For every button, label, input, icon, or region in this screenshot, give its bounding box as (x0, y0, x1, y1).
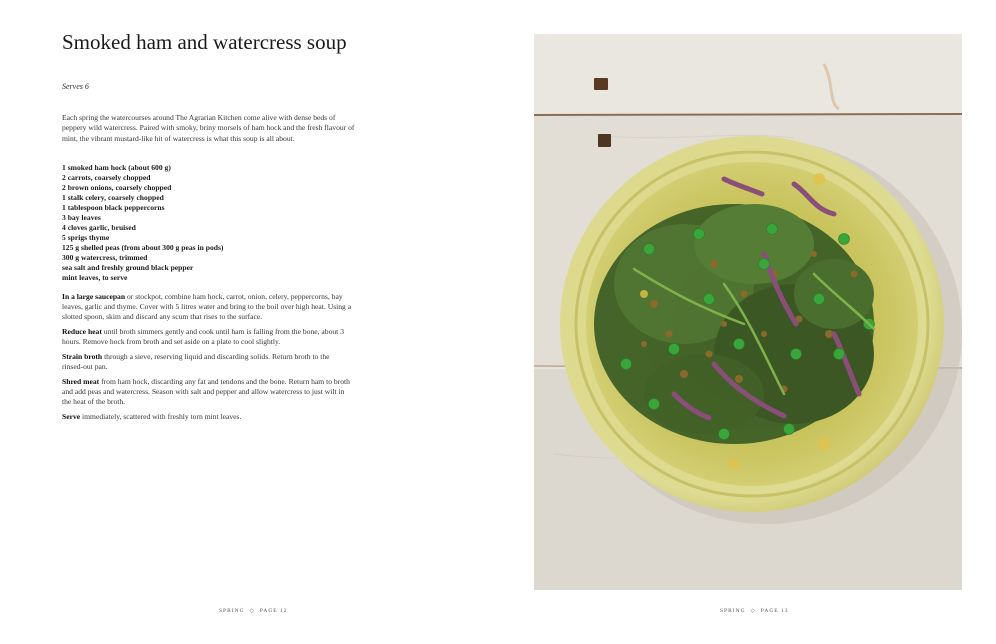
ingredient-item: 2 carrots, coarsely chopped (62, 173, 151, 182)
soup-bowl-photo (534, 34, 962, 590)
method-step (62, 292, 352, 322)
ingredient-item: 125 g shelled peas (from about 300 g peas in pods) (62, 243, 224, 252)
step-lead: Reduce heat (62, 327, 102, 336)
ingredients-list (62, 163, 362, 283)
serves-note: Serves 6 (62, 82, 89, 91)
step-lead: Strain broth (62, 352, 103, 361)
ingredient-item: 300 g watercress, trimmed (62, 253, 148, 262)
footer-section: SPRING (720, 608, 746, 614)
step-lead: Shred meat (62, 377, 100, 386)
ingredient-item: 2 brown onions, coarsely chopped (62, 183, 172, 192)
step-text: from ham hock, discarding any fat and tendons and the bone. Return ham to broth and add peas and watercress. Season with salt and pepper and allow watercress to just wilt in the heat of the broth. (62, 377, 350, 406)
footer-section: SPRING (219, 608, 245, 614)
method-step (62, 327, 352, 347)
ingredient-item: mint leaves, to serve (62, 273, 128, 282)
step-text: or stockpot, combine ham hock, carrot, onion, celery, peppercorns, bay leaves, garlic and thyme. Cover with 5 litres water and bring to the boil over high heat. Using a slotted spoon, skim and discard any scum that rises to the surface. (62, 292, 352, 321)
step-text: immediately, scattered with freshly torn mint leaves. (80, 412, 242, 421)
step-lead: In a large saucepan (62, 292, 126, 301)
footer-page-number: PAGE 13 (760, 608, 789, 614)
recipe-title: Smoked ham and watercress soup (62, 30, 347, 54)
step-text: until broth simmers gently and cook until ham is falling from the bone, about 3 hours. Remove hock from broth and set aside on a plate to cool slightly. (62, 327, 344, 346)
ingredient-item: 4 cloves garlic, bruised (62, 223, 136, 232)
method-step (62, 412, 352, 422)
ingredient-item: 1 smoked ham hock (about 600 g) (62, 163, 171, 172)
ingredient-item: 5 sprigs thyme (62, 233, 110, 242)
footer-page-number: PAGE 12 (259, 608, 288, 614)
ingredient-item: 1 stalk celery, coarsely chopped (62, 193, 164, 202)
method-step (62, 377, 352, 407)
method-steps (62, 292, 352, 427)
step-text: through a sieve, reserving liquid and discarding solids. Return broth to the rinsed-out pan. (62, 352, 330, 371)
footer-separator-icon: ◇ (249, 608, 255, 614)
footer-separator-icon: ◇ (750, 608, 756, 614)
ingredient-item: 3 bay leaves (62, 213, 101, 222)
soup-bowl-illustration (534, 34, 962, 590)
recipe-intro: Each spring the watercourses around The Agrarian Kitchen come alive with dense beds of peppery wild watercress. Paired with smoky, briny morsels of ham hock and the fresh flavour of mint, the vibrant mustard-like hit of watercress is what this soup is all about. (62, 113, 355, 143)
footer-right (720, 608, 789, 614)
ingredient-item: 1 tablespoon black peppercorns (62, 203, 165, 212)
step-lead: Serve (62, 412, 81, 421)
ingredient-item: sea salt and freshly ground black pepper (62, 263, 194, 272)
method-step (62, 352, 352, 372)
footer-left (219, 608, 288, 614)
